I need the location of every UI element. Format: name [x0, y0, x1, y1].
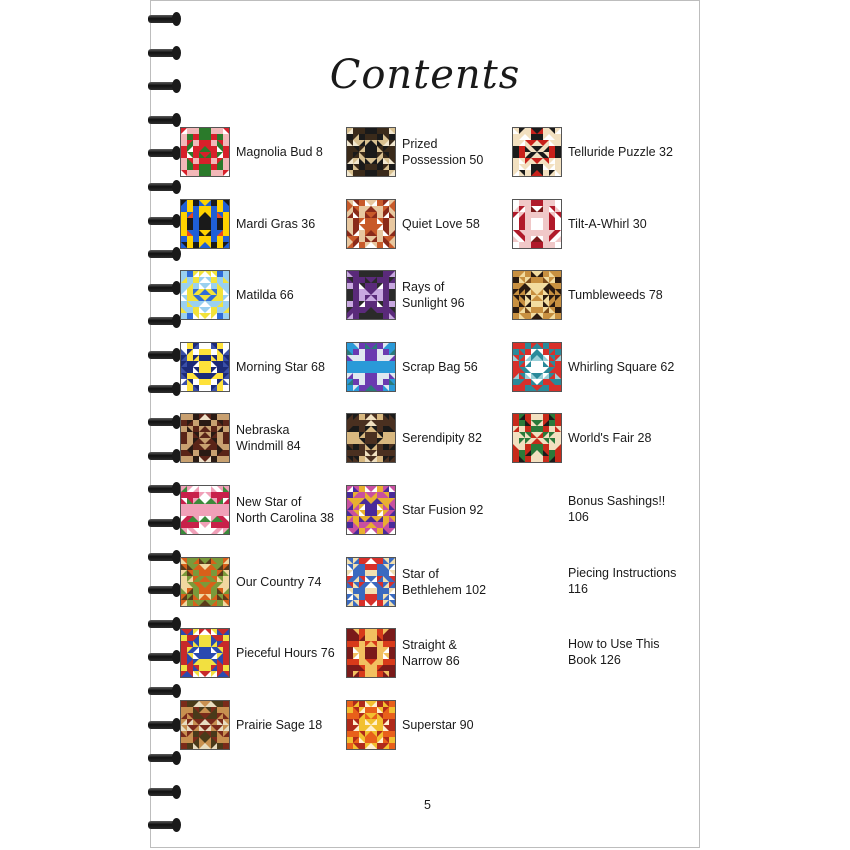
- spiral-coil: [148, 482, 178, 496]
- toc-entry-label: [236, 494, 334, 526]
- toc-entry-title: Straight &: [402, 638, 457, 653]
- toc-entry-label: [236, 287, 294, 303]
- toc-entry-page: 116: [568, 582, 588, 596]
- toc-entry[interactable]: [346, 199, 480, 249]
- toc-entry-title: New Star of: [236, 495, 302, 509]
- spiral-coil: [148, 718, 178, 732]
- toc-entry[interactable]: [180, 413, 301, 463]
- toc-entry-title: Superstar 90: [402, 717, 474, 732]
- spiral-coil: [148, 516, 178, 530]
- toc-entry-title: Morning Star 68: [236, 359, 325, 374]
- toc-entry-title: Rays of: [402, 280, 445, 295]
- toc-entry-label: [236, 216, 315, 232]
- whirling-square-quilt-block-icon: [512, 342, 562, 392]
- mardi-gras-quilt-block-icon: [180, 199, 230, 249]
- toc-entry[interactable]: [180, 485, 334, 535]
- spiral-coil: [148, 146, 178, 160]
- spiral-coil: [148, 785, 178, 799]
- spiral-coil: [148, 751, 178, 765]
- toc-entry-title: Our Country 74: [236, 574, 322, 589]
- toc-entry-label: [568, 430, 651, 446]
- toc-entry[interactable]: [512, 127, 673, 177]
- telluride-puzzle-quilt-block-icon: [512, 127, 562, 177]
- toc-entry-page: Narrow 86: [402, 654, 460, 669]
- rays-of-sunlight-quilt-block-icon: [346, 270, 396, 320]
- toc-entry[interactable]: [346, 413, 482, 463]
- toc-entry[interactable]: [180, 557, 321, 607]
- new-star-of-north-carolina-quilt-block-icon: [180, 485, 230, 535]
- spiral-coil: [148, 281, 178, 295]
- quiet-love-quilt-block-icon: [346, 199, 396, 249]
- toc-entry[interactable]: [346, 628, 460, 678]
- straight-and-narrow-quilt-block-icon: [346, 628, 396, 678]
- toc-entry-title: Serendipity 82: [402, 431, 482, 446]
- toc-entry[interactable]: [512, 199, 647, 249]
- star-of-bethlehem-quilt-block-icon: [346, 557, 396, 607]
- toc-entry[interactable]: [180, 199, 315, 249]
- spiral-coil: [148, 449, 178, 463]
- toc-entry-label: [402, 717, 474, 733]
- toc-entry-title: Tilt-A-Whirl 30: [568, 216, 647, 231]
- toc-text-entry[interactable]: [568, 493, 665, 525]
- toc-entry-label: [402, 359, 478, 375]
- toc-entry-label: [236, 717, 322, 733]
- toc-entry-label: [402, 637, 460, 669]
- toc-entry-label: [236, 645, 335, 661]
- toc-entry-label: [568, 144, 673, 160]
- toc-entry-title: How to Use This: [568, 637, 660, 651]
- toc-entry-label: [236, 422, 301, 454]
- toc-entry-title: Telluride Puzzle 32: [568, 145, 673, 159]
- toc-entry-page: North Carolina 38: [236, 511, 334, 525]
- toc-entry-title: Matilda 66: [236, 288, 294, 303]
- toc-entry[interactable]: [512, 270, 663, 320]
- spiral-coil: [148, 818, 178, 832]
- toc-entry[interactable]: [346, 342, 478, 392]
- toc-entry-title: Pieceful Hours 76: [236, 646, 335, 661]
- toc-entry[interactable]: [180, 127, 323, 177]
- toc-text-entry[interactable]: [568, 636, 659, 668]
- toc-entry-page: 106: [568, 510, 589, 524]
- toc-entry-title: World's Fair 28: [568, 431, 652, 446]
- toc-entry-title: Piecing Instructions: [568, 566, 677, 580]
- spiral-coil: [148, 550, 178, 564]
- toc-text-entry[interactable]: [568, 565, 676, 597]
- toc-entry-title: Magnolia Bud 8: [236, 145, 323, 159]
- toc-entry[interactable]: [512, 413, 651, 463]
- spiral-binding: [148, 0, 182, 850]
- scrap-bag-quilt-block-icon: [346, 342, 396, 392]
- toc-entry-title: Mardi Gras 36: [236, 216, 316, 231]
- toc-entry-title: Star Fusion 92: [402, 503, 484, 517]
- our-country-quilt-block-icon: [180, 557, 230, 607]
- toc-entry-label: [402, 136, 483, 168]
- spiral-coil: [148, 180, 178, 194]
- toc-entry-page: Windmill 84: [236, 439, 301, 454]
- star-fusion-quilt-block-icon: [346, 485, 396, 535]
- toc-entry[interactable]: [180, 700, 322, 750]
- toc-entry-title: Quiet Love 58: [402, 216, 480, 231]
- toc-entry[interactable]: [346, 270, 465, 320]
- toc-entry-page: Bethlehem 102: [402, 582, 487, 597]
- prairie-sage-quilt-block-icon: [180, 700, 230, 750]
- toc-entry-title: Bonus Sashings!!: [568, 494, 666, 508]
- toc-entry-label: [236, 359, 325, 375]
- spiral-coil: [148, 415, 178, 429]
- toc-entry-title: Tumbleweeds 78: [568, 288, 663, 303]
- spiral-coil: [148, 583, 178, 597]
- spiral-coil: [148, 650, 178, 664]
- toc-entry-label: [236, 144, 323, 160]
- toc-entry[interactable]: [180, 342, 325, 392]
- page-number: 5: [424, 798, 431, 812]
- toc-entry-page: Book 126: [568, 653, 621, 667]
- spiral-coil: [148, 214, 178, 228]
- morning-star-quilt-block-icon: [180, 342, 230, 392]
- magnolia-bud-quilt-block-icon: [180, 127, 230, 177]
- spiral-coil: [148, 617, 178, 631]
- toc-entry[interactable]: [346, 700, 474, 750]
- prized-possession-quilt-block-icon: [346, 127, 396, 177]
- nebraska-windmill-quilt-block-icon: [180, 413, 230, 463]
- pieceful-hours-quilt-block-icon: [180, 628, 230, 678]
- toc-entry-label: [236, 574, 321, 590]
- toc-entry-title: Prairie Sage 18: [236, 717, 323, 732]
- toc-entry-label: [402, 430, 482, 446]
- toc-entry-label: [402, 502, 483, 518]
- worlds-fair-quilt-block-icon: [512, 413, 562, 463]
- spiral-coil: [148, 113, 178, 127]
- toc-entry-label: [402, 279, 465, 311]
- toc-entry-title: Scrap Bag 56: [402, 359, 478, 374]
- toc-entry-title: Nebraska: [236, 423, 290, 438]
- serendipity-quilt-block-icon: [346, 413, 396, 463]
- spiral-coil: [148, 684, 178, 698]
- tumbleweeds-quilt-block-icon: [512, 270, 562, 320]
- toc-entry-label: [568, 359, 674, 375]
- spiral-coil: [148, 12, 178, 26]
- toc-entry-label: [568, 287, 663, 303]
- spiral-coil: [148, 382, 178, 396]
- toc-entry[interactable]: [346, 127, 483, 177]
- page-title: Contents: [329, 52, 521, 98]
- toc-entry-label: [568, 216, 647, 232]
- toc-entry-label: [402, 566, 486, 598]
- toc-entry[interactable]: [512, 342, 674, 392]
- toc-entry-title: Whirling Square 62: [568, 359, 675, 374]
- spiral-coil: [148, 348, 178, 362]
- toc-entry-page: Possession 50: [402, 153, 484, 167]
- matilda-quilt-block-icon: [180, 270, 230, 320]
- toc-entry[interactable]: [180, 628, 335, 678]
- toc-entry-title: Star of: [402, 566, 439, 581]
- tilt-a-whirl-quilt-block-icon: [512, 199, 562, 249]
- toc-entry[interactable]: [346, 557, 486, 607]
- toc-entry-page: Sunlight 96: [402, 296, 465, 311]
- toc-entry-title: Prized: [402, 137, 438, 151]
- spiral-coil: [148, 314, 178, 328]
- toc-entry[interactable]: [346, 485, 483, 535]
- superstar-quilt-block-icon: [346, 700, 396, 750]
- spiral-coil: [148, 247, 178, 261]
- toc-entry[interactable]: [180, 270, 294, 320]
- toc-entry-label: [402, 216, 480, 232]
